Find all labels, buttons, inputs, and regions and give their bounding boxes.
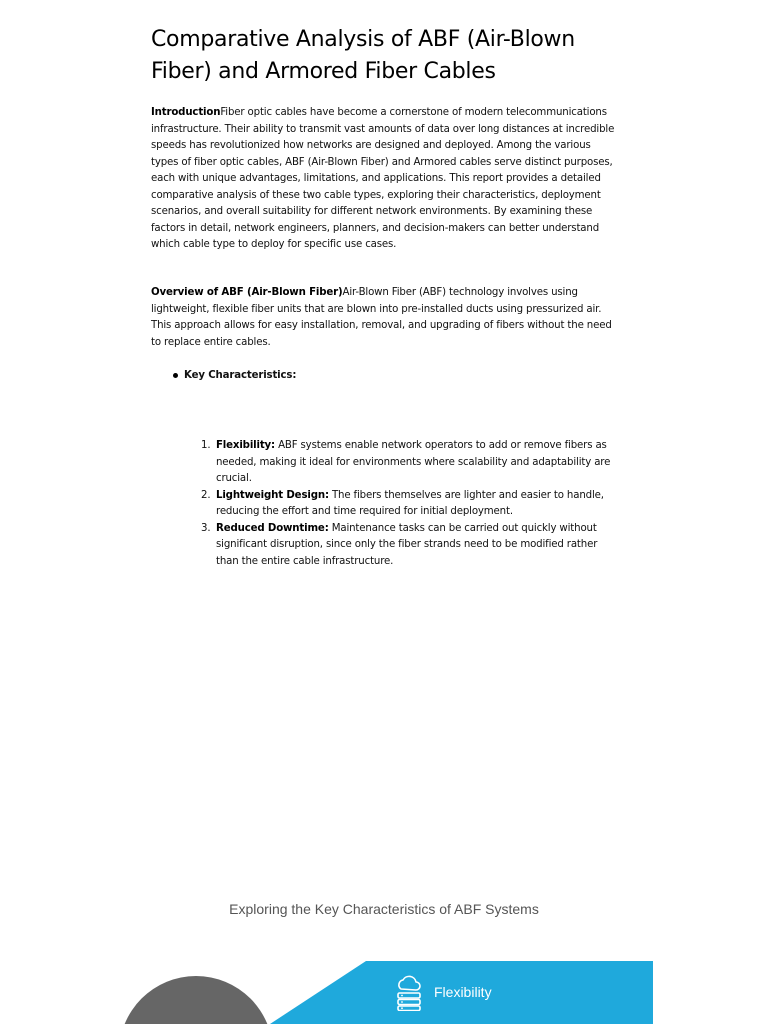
list-term: Reduced Downtime: [216, 522, 329, 534]
intro-text: Fiber optic cables have become a cornerstone of modern telecommunications infrastructure. Their ability to transmit vast amounts of data over long distances at incredible speeds has revolutionized how networks are designed and deployed. Among the various types of fiber optic cables, ABF (Air-Blown Fiber) and Armored cables serve distinct purposes, each with unique advantages, limitations, and applications. This report provides a detailed comparative analysis of these two cable types, exploring their characteristics, deployment scenarios, and overall suitability for different network environments. By examining these factors in detail, network engineers, planners, and decision-makers can better understand which cable type to deploy for specific use cases. [151, 107, 615, 250]
overview-paragraph [151, 285, 621, 351]
overview-text: Air-Blown Fiber (ABF) technology involves using lightweight, flexible fiber units that are blown into pre-installed ducts using pressurized air. This approach allows for easy installation, removal, and upgrading of fibers without the need to replace entire cables. [151, 287, 612, 348]
list-number: 2. [201, 489, 211, 501]
bullet-dot-icon [173, 373, 178, 378]
list-item [201, 438, 621, 488]
figure-graphic [0, 940, 768, 1024]
bullet-text: Key Characteristics: [184, 370, 297, 381]
cloud-server-icon [395, 975, 423, 1011]
list-term: Lightweight Design: [216, 489, 329, 501]
intro-paragraph [151, 105, 621, 254]
figure-caption: Exploring the Key Characteristics of ABF Systems [229, 901, 539, 917]
page-title: Comparative Analysis of ABF (Air-Blown Fiber) and Armored Fiber Cables [151, 27, 575, 84]
characteristics-list [201, 438, 621, 570]
list-text: ABF systems enable network operators to add or remove fibers as needed, making it ideal for environments where scalability and adaptability are crucial. [216, 440, 611, 484]
list-term: Flexibility: [216, 440, 275, 451]
list-number: 3. [201, 522, 211, 534]
overview-heading: Overview of ABF (Air-Blown Fiber) [151, 287, 343, 298]
list-number: 1. [201, 440, 211, 451]
list-item [201, 521, 621, 571]
bullet-list [173, 368, 296, 385]
list-text: The fibers themselves are lighter and easier to handle, reducing the effort and time required for initial deployment. [216, 489, 604, 517]
segment-label: Flexibility [434, 984, 492, 1000]
intro-heading: Introduction [151, 107, 221, 118]
bullet-item [173, 368, 296, 385]
list-text: Maintenance tasks can be carried out quickly without significant disruption, since only the fiber strands need to be modified rather than the entire cable infrastructure. [216, 522, 598, 567]
gray-circle [119, 976, 273, 1024]
list-item [201, 488, 621, 521]
